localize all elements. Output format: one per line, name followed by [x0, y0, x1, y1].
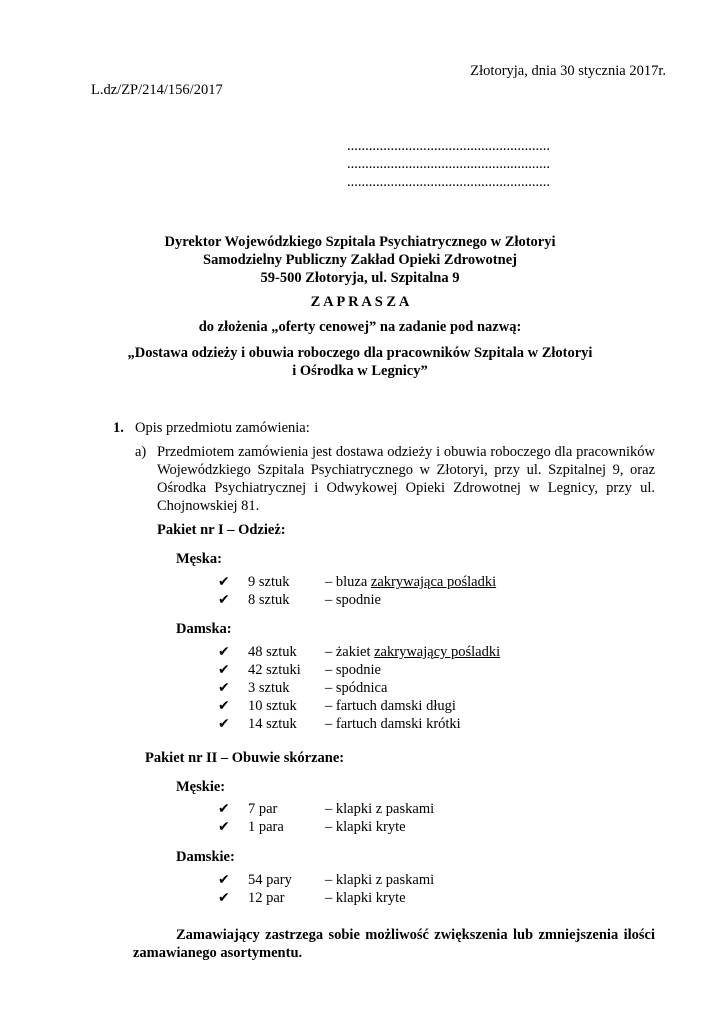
item-text-underlined: zakrywająca pośladki	[370, 574, 497, 590]
item-dash: –	[325, 698, 336, 714]
item-dash: –	[325, 680, 336, 696]
item-description	[325, 800, 434, 818]
item-description	[325, 697, 456, 715]
checkmark-icon: ✔	[218, 592, 230, 608]
pakiet-2-title: Pakiet nr II – Obuwie skórzane:	[145, 750, 345, 766]
checkmark-icon: ✔	[218, 574, 230, 590]
addressee-line-3: ........................................................	[347, 174, 550, 190]
pakiet-2-womens-title: Damskie:	[176, 849, 235, 865]
task-title-line-2: i Ośrodka w Legnicy”	[292, 363, 428, 379]
checkmark-icon: ✔	[218, 698, 230, 714]
item-text: fartuch damski długi	[335, 698, 456, 714]
item-text: spodnie	[335, 592, 381, 608]
item-dash: –	[325, 716, 336, 732]
item-quantity: 48 sztuk	[248, 644, 297, 660]
checkmark-icon: ✔	[218, 872, 230, 888]
item-dash: –	[325, 890, 336, 906]
item-quantity: 1 para	[248, 819, 284, 835]
reservation-note: Zamawiający zastrzega sobie możliwość zwiększenia lub zmniejszenia ilości zamawianego asortymentu.	[133, 927, 655, 961]
item-description	[325, 889, 406, 907]
item-description	[325, 871, 434, 889]
checkmark-icon: ✔	[218, 801, 230, 817]
invite-subheading: do złożenia „oferty cenowej” na zadanie pod nazwą:	[198, 319, 522, 335]
item-text: klapki z paskami	[335, 872, 435, 888]
place-date: Złotoryja, dnia 30 stycznia 2017r.	[470, 63, 666, 79]
item-description	[325, 818, 406, 836]
item-description	[325, 661, 381, 679]
checkmark-icon: ✔	[218, 890, 230, 906]
item-quantity: 54 pary	[248, 872, 292, 888]
item-quantity: 10 sztuk	[248, 698, 297, 714]
item-text: spodnie	[335, 662, 381, 678]
item-dash: –	[325, 872, 336, 888]
item-description	[325, 591, 381, 609]
addressee-line-2: ........................................................	[347, 156, 550, 172]
checkmark-icon: ✔	[218, 716, 230, 732]
pakiet-1-womens-title: Damska:	[176, 621, 232, 637]
pakiet-1-title: Pakiet nr I – Odzież:	[157, 522, 286, 538]
item-text-underlined: zakrywający pośladki	[374, 644, 501, 660]
item-description	[325, 643, 500, 661]
item-quantity: 14 sztuk	[248, 716, 297, 732]
checkmark-icon: ✔	[218, 680, 230, 696]
item-dash: –	[325, 801, 336, 817]
section-number: 1.	[113, 420, 124, 436]
subsection-text: Przedmiotem zamówienia jest dostawa odzieży i obuwia roboczego dla pracowników Wojewódzkiego Szpitala Psychiatrycznego w Złotoryi, przy ul. Szpitalnej 9, oraz Ośrodka Psychiatrycznej i Odwykowej Opieki Zdrowotnej w Legnicy, przy ul. Chojnowskiej 81.	[157, 444, 655, 514]
item-dash: –	[325, 819, 336, 835]
item-description	[325, 573, 496, 591]
item-text: klapki kryte	[335, 819, 406, 835]
item-quantity: 7 par	[248, 801, 278, 817]
sender-line-2: Samodzielny Publiczny Zakład Opieki Zdrowotnej	[203, 252, 517, 268]
checkmark-icon: ✔	[218, 644, 230, 660]
item-text: spódnica	[335, 680, 388, 696]
checkmark-icon: ✔	[218, 662, 230, 678]
pakiet-2-mens-title: Męskie:	[176, 779, 226, 795]
reference-number: L.dz/ZP/214/156/2017	[91, 82, 223, 98]
item-quantity: 12 par	[248, 890, 285, 906]
item-quantity: 8 sztuk	[248, 592, 290, 608]
item-dash: –	[325, 574, 336, 590]
checkmark-icon: ✔	[218, 819, 230, 835]
item-quantity: 42 sztuki	[248, 662, 301, 678]
sender-line-1: Dyrektor Wojewódzkiego Szpitala Psychiatrycznego w Złotoryi	[164, 234, 556, 250]
subsection-label: a)	[135, 444, 147, 460]
item-description	[325, 679, 387, 697]
item-description	[325, 715, 461, 733]
section-title: Opis przedmiotu zamówienia:	[135, 420, 310, 436]
pakiet-1-mens-title: Męska:	[176, 551, 222, 567]
item-dash: –	[325, 662, 336, 678]
addressee-line-1: ........................................................	[347, 138, 550, 154]
item-text: klapki z paskami	[335, 801, 435, 817]
item-text: żakiet	[335, 644, 375, 660]
item-quantity: 3 sztuk	[248, 680, 290, 696]
item-text: klapki kryte	[335, 890, 406, 906]
sender-line-3: 59-500 Złotoryja, ul. Szpitalna 9	[260, 270, 460, 286]
invite-heading: Z A P R A S Z A	[310, 294, 410, 310]
task-title-line-1: „Dostawa odzieży i obuwia roboczego dla pracowników Szpitala w Złotoryi	[127, 345, 593, 361]
item-quantity: 9 sztuk	[248, 574, 290, 590]
item-text: bluza	[335, 574, 371, 590]
item-dash: –	[325, 644, 336, 660]
item-dash: –	[325, 592, 336, 608]
item-text: fartuch damski krótki	[335, 716, 461, 732]
